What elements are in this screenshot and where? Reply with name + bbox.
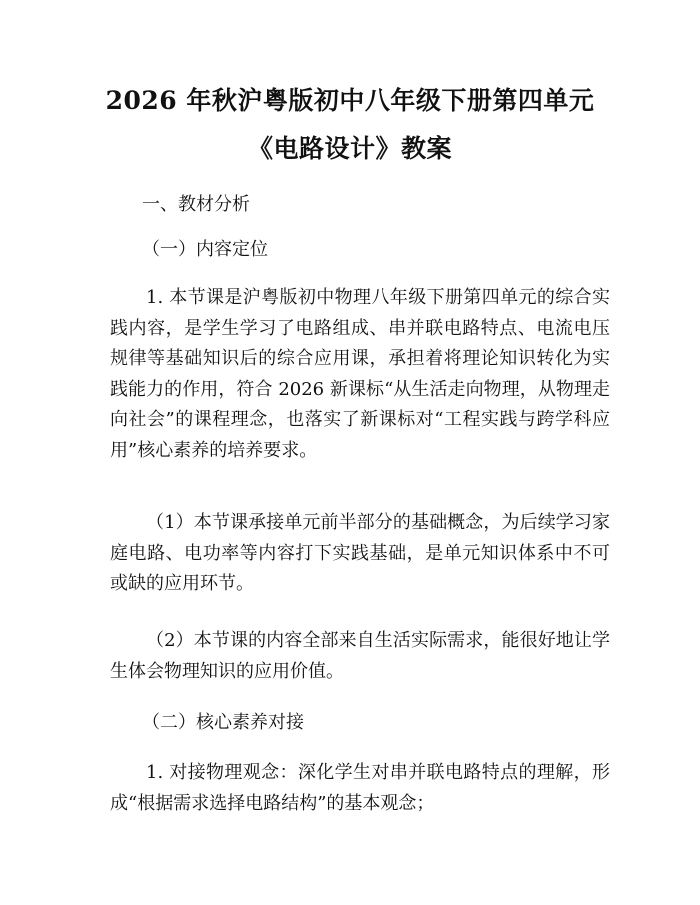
- subsection-heading-core-literacy: （二）核心素养对接: [142, 712, 304, 733]
- paragraph-physics-concept: 1. 对接物理观念：深化学生对串并联电路特点的理解，形成“根据需求选择电路结构”的基本观念；: [110, 762, 610, 814]
- section-heading-teaching-material-analysis: 一、教材分析: [142, 194, 250, 215]
- paragraph-lesson-overview: 1. 本节课是沪粤版初中物理八年级下册第四单元的综合实践内容，是学生学习了电路组成、串并联电路特点、电流电压规律等基础知识后的综合应用课，承担着将理论知识转化为实践能力的作用，符合 2026 新课标“从生活走向物理，从物理走向社会”的课程理念，也落实了新课标对“工程实践与跨学科应用”核心素养的培养要求。: [110, 287, 610, 461]
- paragraph-unit-connection: （1）本节课承接单元前半部分的基础概念，为后续学习家庭电路、电功率等内容打下实践基础，是单元知识体系中不可或缺的应用环节。: [110, 512, 610, 594]
- document-title-line2: 《电路设计》教案: [247, 134, 452, 163]
- document-title-line1: 2026 年秋沪粤版初中八年级下册第四单元: [105, 86, 595, 115]
- paragraph-life-application: （2）本节课的内容全部来自生活实际需求，能很好地让学生体会物理知识的应用价值。: [110, 630, 610, 682]
- subsection-heading-content-positioning: （一）内容定位: [142, 239, 268, 260]
